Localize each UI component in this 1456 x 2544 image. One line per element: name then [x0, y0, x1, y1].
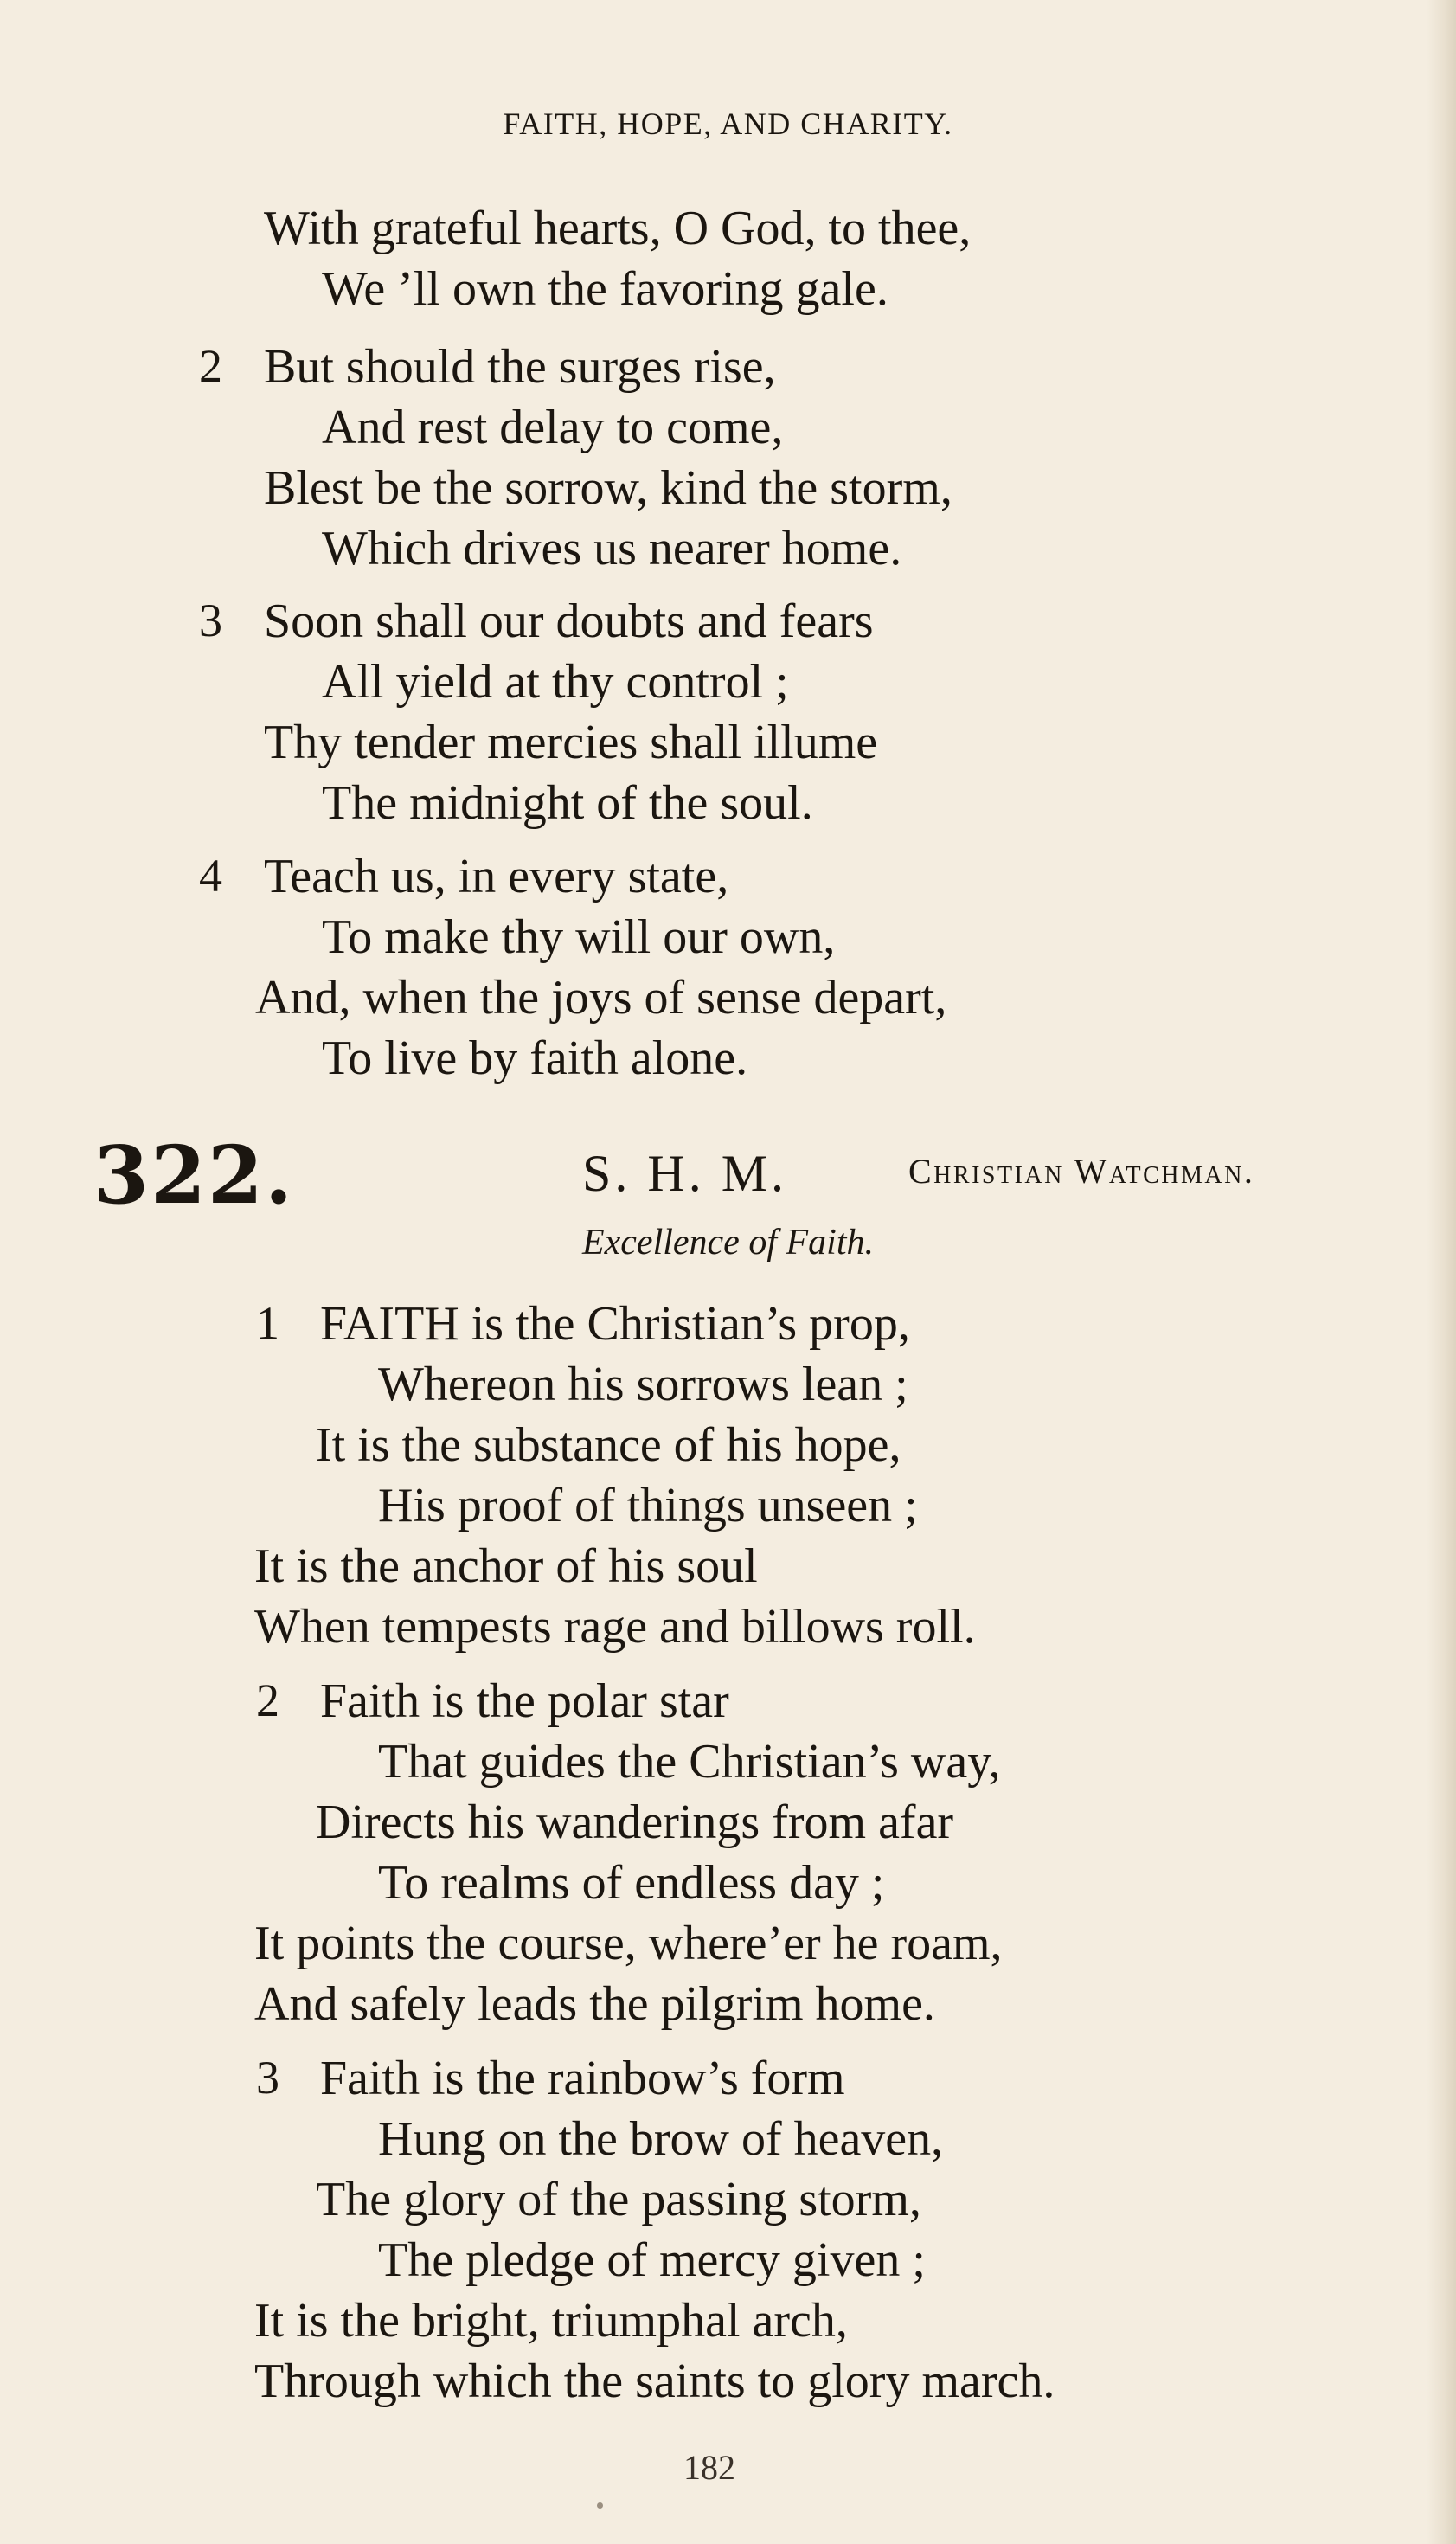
page-edge-bleed: [1427, 0, 1456, 2544]
hymn-subtitle: Excellence of Faith.: [581, 1223, 874, 1262]
verse-line: We ’ll own the favoring gale.: [322, 262, 888, 316]
verse-line: To realms of endless day ;: [378, 1856, 885, 1910]
page-number: 182: [683, 2448, 735, 2487]
verse-line: FAITH is the Christian’s prop,: [320, 1297, 910, 1351]
verse-line: And safely leads the pilgrim home.: [254, 1977, 935, 2031]
verse-line: And, when the joys of sense depart,: [255, 971, 947, 1025]
verse-line: Directs his wanderings from afar: [316, 1796, 954, 1849]
verse-line: All yield at thy control ;: [322, 655, 789, 709]
hymn-meter: S. H. M.: [582, 1145, 788, 1202]
verse-line: Which drives us nearer home.: [322, 522, 902, 575]
verse-line: Soon shall our doubts and fears: [264, 594, 874, 648]
verse-line: The glory of the passing storm,: [316, 2173, 921, 2226]
verse-line: Teach us, in every state,: [264, 850, 729, 903]
verse-line: Faith is the polar star: [320, 1674, 729, 1728]
verse-line: The pledge of mercy given ;: [378, 2233, 926, 2287]
verse-line: Whereon his sorrows lean ;: [378, 1358, 908, 1411]
verse-line: It is the anchor of his soul: [254, 1539, 758, 1593]
verse-line: To make thy will our own,: [322, 910, 836, 964]
tune-name: Christian Watchman.: [908, 1152, 1255, 1191]
verse-line: The midnight of the soul.: [322, 776, 813, 830]
verse-number: 2: [256, 1674, 279, 1726]
verse-line: To live by faith alone.: [322, 1031, 748, 1085]
verse-line: And rest delay to come,: [322, 401, 784, 454]
verse-line: His proof of things unseen ;: [378, 1479, 918, 1532]
verse-number: 3: [199, 594, 222, 646]
verse-line: It is the substance of his hope,: [316, 1418, 901, 1472]
verse-line: Faith is the rainbow’s form: [320, 2052, 845, 2105]
verse-line: Through which the saints to glory march.: [254, 2354, 1055, 2408]
verse-line: But should the surges rise,: [264, 340, 776, 394]
verse-line: It is the bright, triumphal arch,: [254, 2294, 848, 2348]
running-title: FAITH, HOPE, AND CHARITY.: [503, 106, 953, 141]
verse-number: 1: [256, 1297, 279, 1349]
hymn-number: 322.: [93, 1128, 295, 1222]
verse-number: 2: [199, 340, 222, 392]
verse-line: It points the course, where’er he roam,: [254, 1917, 1003, 1970]
ink-speck: [597, 2502, 603, 2509]
verse-line: Blest be the sorrow, kind the storm,: [264, 461, 952, 515]
verse-line: When tempests rage and billows roll.: [254, 1600, 976, 1654]
verse-line: That guides the Christian’s way,: [378, 1735, 1001, 1789]
verse-line: With grateful hearts, O God, to thee,: [264, 202, 972, 255]
verse-line: Thy tender mercies shall illume: [264, 716, 878, 769]
verse-line: Hung on the brow of heaven,: [378, 2112, 944, 2166]
verse-number: 3: [256, 2052, 279, 2104]
verse-number: 4: [199, 850, 222, 902]
